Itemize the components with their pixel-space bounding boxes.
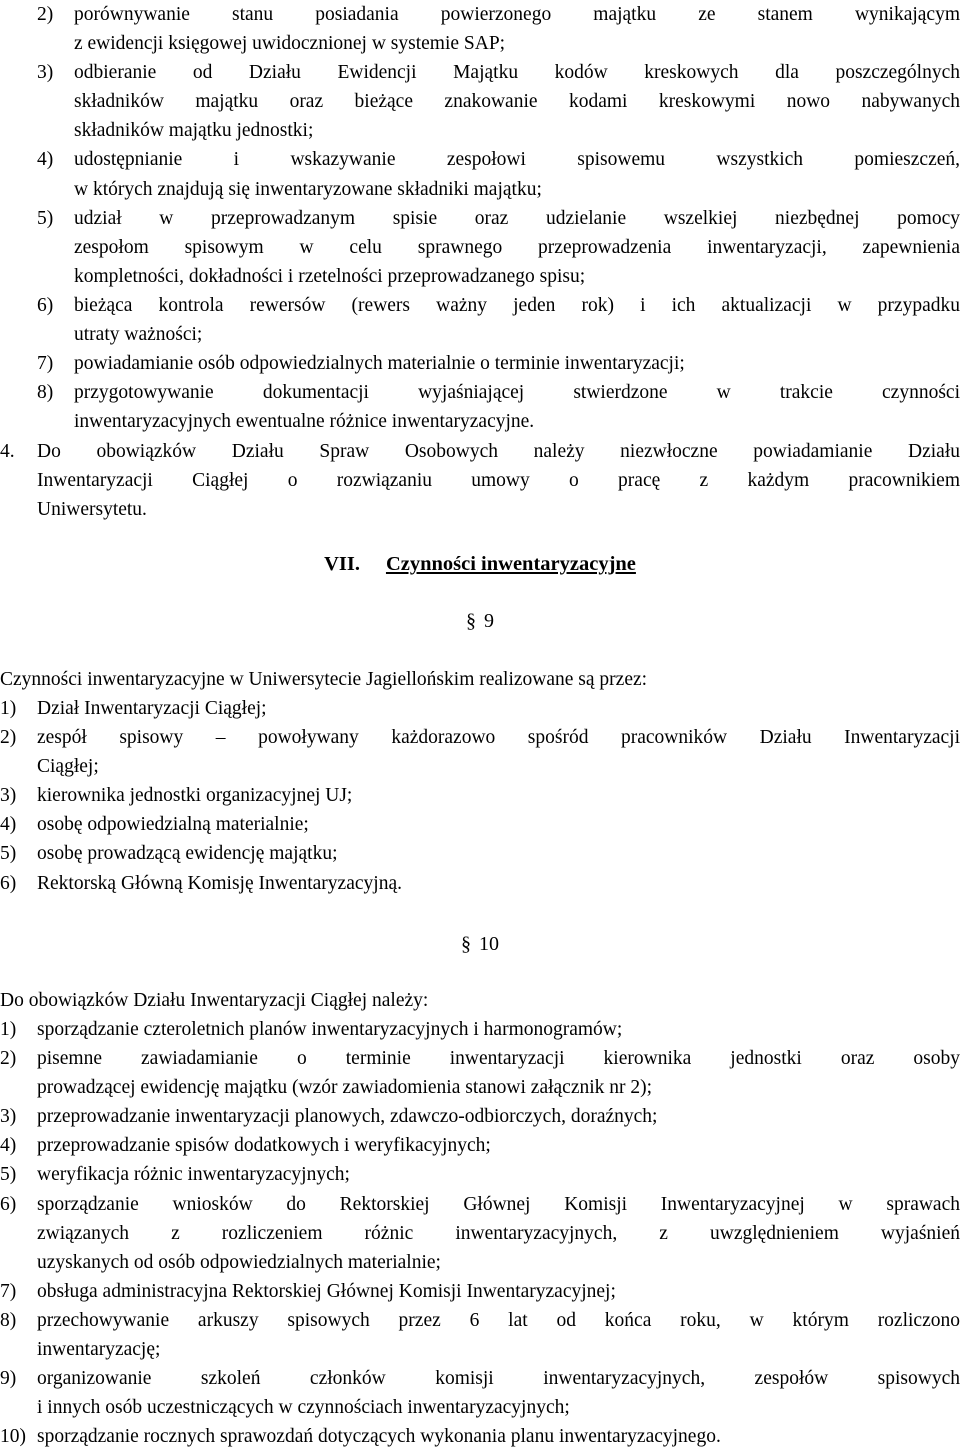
list-item xyxy=(0,1277,960,1306)
paragraph-number: 10 xyxy=(479,933,499,955)
text-line: przeprowadzanie inwentaryzacji planowych, zdawczo-odbiorczych, doraźnych; xyxy=(37,1106,658,1128)
paragraph-10-intro xyxy=(0,986,960,1015)
top-list xyxy=(0,0,960,436)
list-item-text xyxy=(37,1160,960,1189)
list-item xyxy=(0,0,960,58)
list-item-text xyxy=(37,781,960,810)
list-item-text xyxy=(37,437,960,524)
list-item-number: 1) xyxy=(0,1019,17,1040)
list-item-text xyxy=(37,1102,960,1131)
list-item-text xyxy=(37,869,960,898)
list-item-text xyxy=(37,1422,960,1451)
paragraph-9-list xyxy=(0,694,960,898)
text-line: udział w przeprowadzanym spisie oraz udzielanie wszelkiej niezbędnej pomocy xyxy=(74,207,960,229)
list-item xyxy=(0,694,960,723)
list-item-text xyxy=(74,58,960,145)
text-line: sporządzanie wniosków do Rektorskiej Głównej Komisji Inwentaryzacyjnej w sprawach xyxy=(37,1193,960,1215)
list-item xyxy=(0,349,960,378)
text-line: przygotowywanie dokumentacji wyjaśniającej stwierdzone w trakcie czynności xyxy=(74,382,960,404)
list-item-number: 3) xyxy=(0,1106,17,1128)
list-item xyxy=(0,1102,960,1131)
list-item-number: 10) xyxy=(0,1426,26,1448)
list-item-text xyxy=(74,349,960,378)
text-line: w których znajdują się inwentaryzowane składniki majątku; xyxy=(74,178,542,200)
list-item xyxy=(0,723,960,781)
list-item-text xyxy=(74,204,960,291)
list-item-number: 4) xyxy=(37,149,54,171)
text-line: kierownika jednostki organizacyjnej UJ; xyxy=(37,785,353,807)
text-line: sporządzanie czteroletnich planów inwentaryzacyjnych i harmonogramów; xyxy=(37,1019,623,1040)
list-item-number: 6) xyxy=(37,294,54,316)
list-item-text xyxy=(74,145,960,203)
text-line: inwentaryzacyjnych ewentualne różnice inwentaryzacyjne. xyxy=(74,411,535,433)
paragraph-number: 9 xyxy=(484,610,494,632)
list-item-number: 6) xyxy=(0,1193,17,1215)
list-item xyxy=(0,1364,960,1422)
text-line: Dział Inwentaryzacji Ciągłej; xyxy=(37,698,267,719)
text-line: odbieranie od Działu Ewidencji Majątku kodów kreskowych dla poszczególnych xyxy=(74,62,960,84)
text-line: porównywanie stanu posiadania powierzonego majątku ze stanem wynikającym xyxy=(74,4,960,25)
list-item xyxy=(0,781,960,810)
list-item-number: 5) xyxy=(0,843,17,865)
text-line: Do obowiązków Działu Spraw Osobowych należy niezwłoczne powiadamianie Działu xyxy=(37,441,960,462)
text-line: inwentaryzację; xyxy=(37,1339,161,1361)
list-item xyxy=(0,1306,960,1364)
list-item xyxy=(0,1190,960,1277)
intro-text: Do obowiązków Działu Inwentaryzacji Ciągłej należy: xyxy=(0,990,429,1011)
list-item-text xyxy=(74,378,960,436)
text-line: składników majątku jednostki; xyxy=(74,120,314,142)
list-item xyxy=(0,839,960,868)
text-line: Inwentaryzacji Ciągłej o rozwiązaniu umowy o pracę z każdym pracownikiem xyxy=(37,470,960,492)
list-item-number: 5) xyxy=(37,207,54,229)
list-item-number: 3) xyxy=(37,62,54,84)
section-number: VII. xyxy=(324,553,360,575)
list-item-number: 6) xyxy=(0,872,17,894)
list-item xyxy=(0,1160,960,1189)
list-item-number: 4) xyxy=(0,1135,17,1157)
text-line: Uniwersytetu. xyxy=(37,499,147,521)
list-item-text xyxy=(37,1015,960,1044)
paragraph-9-intro xyxy=(0,665,960,694)
list-item-text xyxy=(37,1306,960,1364)
list-item-text xyxy=(74,0,960,58)
list-item-text xyxy=(37,694,960,723)
list-item-number: 7) xyxy=(37,353,54,375)
list-item-number: 8) xyxy=(37,382,54,404)
list-item-number: 9) xyxy=(0,1368,17,1390)
list-item xyxy=(0,378,960,436)
list-item xyxy=(0,204,960,291)
text-line: z ewidencji księgowej uwidocznionej w systemie SAP; xyxy=(74,33,506,55)
list-item-text xyxy=(37,1364,960,1422)
text-line: osobę odpowiedzialną materialnie; xyxy=(37,814,309,836)
list-item-number: 4) xyxy=(0,814,17,836)
list-item-text xyxy=(37,1131,960,1160)
text-line: Rektorską Główną Komisję Inwentaryzacyjną. xyxy=(37,872,402,894)
list-item-text xyxy=(37,1277,960,1306)
text-line: uzyskanych od osób odpowiedzialnych materialnie; xyxy=(37,1251,441,1273)
text-line: przechowywanie arkuszy spisowych przez 6 lat od końca roku, w którym rozliczono xyxy=(37,1309,960,1331)
list-item xyxy=(0,810,960,839)
text-line: powiadamianie osób odpowiedzialnych materialnie o terminie inwentaryzacji; xyxy=(74,353,685,375)
text-line: zespół spisowy – powoływany każdorazowo spośród pracowników Działu Inwentaryzacji xyxy=(37,727,960,749)
list-item-text xyxy=(37,1044,960,1102)
text-line: kompletności, dokładności i rzetelności przeprowadzanego spisu; xyxy=(74,265,586,287)
paragraph-10-list xyxy=(0,1015,960,1451)
list-item xyxy=(0,291,960,349)
text-line: przeprowadzanie spisów dodatkowych i weryfikacyjnych; xyxy=(37,1135,491,1157)
text-line: udostępnianie i wskazywanie zespołowi spisowemu wszystkich pomieszczeń, xyxy=(74,149,960,171)
list-item-number: 2) xyxy=(37,4,54,25)
section-heading xyxy=(0,550,960,579)
list-item-number: 8) xyxy=(0,1309,17,1331)
list-item xyxy=(0,437,960,524)
text-line: obsługa administracyjna Rektorskiej Głównej Komisji Inwentaryzacyjnej; xyxy=(37,1280,616,1302)
list-item xyxy=(0,58,960,145)
point-4 xyxy=(0,437,960,524)
text-line: sporządzanie rocznych sprawozdań dotyczących wykonania planu inwentaryzacyjnego. xyxy=(37,1426,721,1448)
text-line: składników majątku oraz bieżące znakowanie kodami kreskowymi nowo nabywanych xyxy=(74,91,960,113)
paragraph-10-marker xyxy=(0,930,960,959)
list-item-text xyxy=(37,1190,960,1277)
text-line: bieżąca kontrola rewersów (rewers ważny jeden rok) i ich aktualizacji w przypadku xyxy=(74,294,960,316)
intro-text: Czynności inwentaryzacyjne w Uniwersytecie Jagiellońskim realizowane są przez: xyxy=(0,669,648,690)
list-item-number: 7) xyxy=(0,1280,17,1302)
list-item xyxy=(0,145,960,203)
list-item-text xyxy=(37,810,960,839)
text-line: organizowanie szkoleń członków komisji inwentaryzacyjnych, zespołów spisowych xyxy=(37,1368,960,1390)
list-item-number: 2) xyxy=(0,727,17,749)
text-line: utraty ważności; xyxy=(74,324,203,346)
text-line: pisemne zawiadamianie o terminie inwentaryzacji kierownika jednostki oraz osoby xyxy=(37,1048,960,1070)
text-line: osobę prowadzącą ewidencję majątku; xyxy=(37,843,338,865)
text-line: Ciągłej; xyxy=(37,756,99,778)
list-item xyxy=(0,869,960,898)
section-title: Czynności inwentaryzacyjne xyxy=(385,553,636,575)
list-item xyxy=(0,1015,960,1044)
list-item-number: 3) xyxy=(0,785,17,807)
list-item-text xyxy=(74,291,960,349)
text-line: prowadzącej ewidencję majątku (wzór zawiadomienia stanowi załącznik nr 2); xyxy=(37,1077,653,1099)
list-item-number: 5) xyxy=(0,1164,17,1186)
list-item xyxy=(0,1044,960,1102)
text-line: i innych osób uczestniczących w czynnościach inwentaryzacyjnych; xyxy=(37,1397,570,1419)
list-item-number: 2) xyxy=(0,1048,17,1070)
list-item xyxy=(0,1422,960,1451)
text-line: zespołom spisowym w celu sprawnego przeprowadzenia inwentaryzacji, zapewnienia xyxy=(74,236,960,258)
list-item-text xyxy=(37,839,960,868)
text-line: związanych z rozliczeniem różnic inwentaryzacyjnych, z uwzględnieniem wyjaśnień xyxy=(37,1222,960,1244)
list-item-number: 4. xyxy=(0,441,15,462)
paragraph-sign: § xyxy=(461,933,471,955)
list-item-number: 1) xyxy=(0,698,17,719)
paragraph-9-marker xyxy=(0,607,960,636)
text-line: weryfikacja różnic inwentaryzacyjnych; xyxy=(37,1164,350,1186)
list-item-text xyxy=(37,723,960,781)
list-item xyxy=(0,1131,960,1160)
paragraph-sign: § xyxy=(466,610,476,632)
